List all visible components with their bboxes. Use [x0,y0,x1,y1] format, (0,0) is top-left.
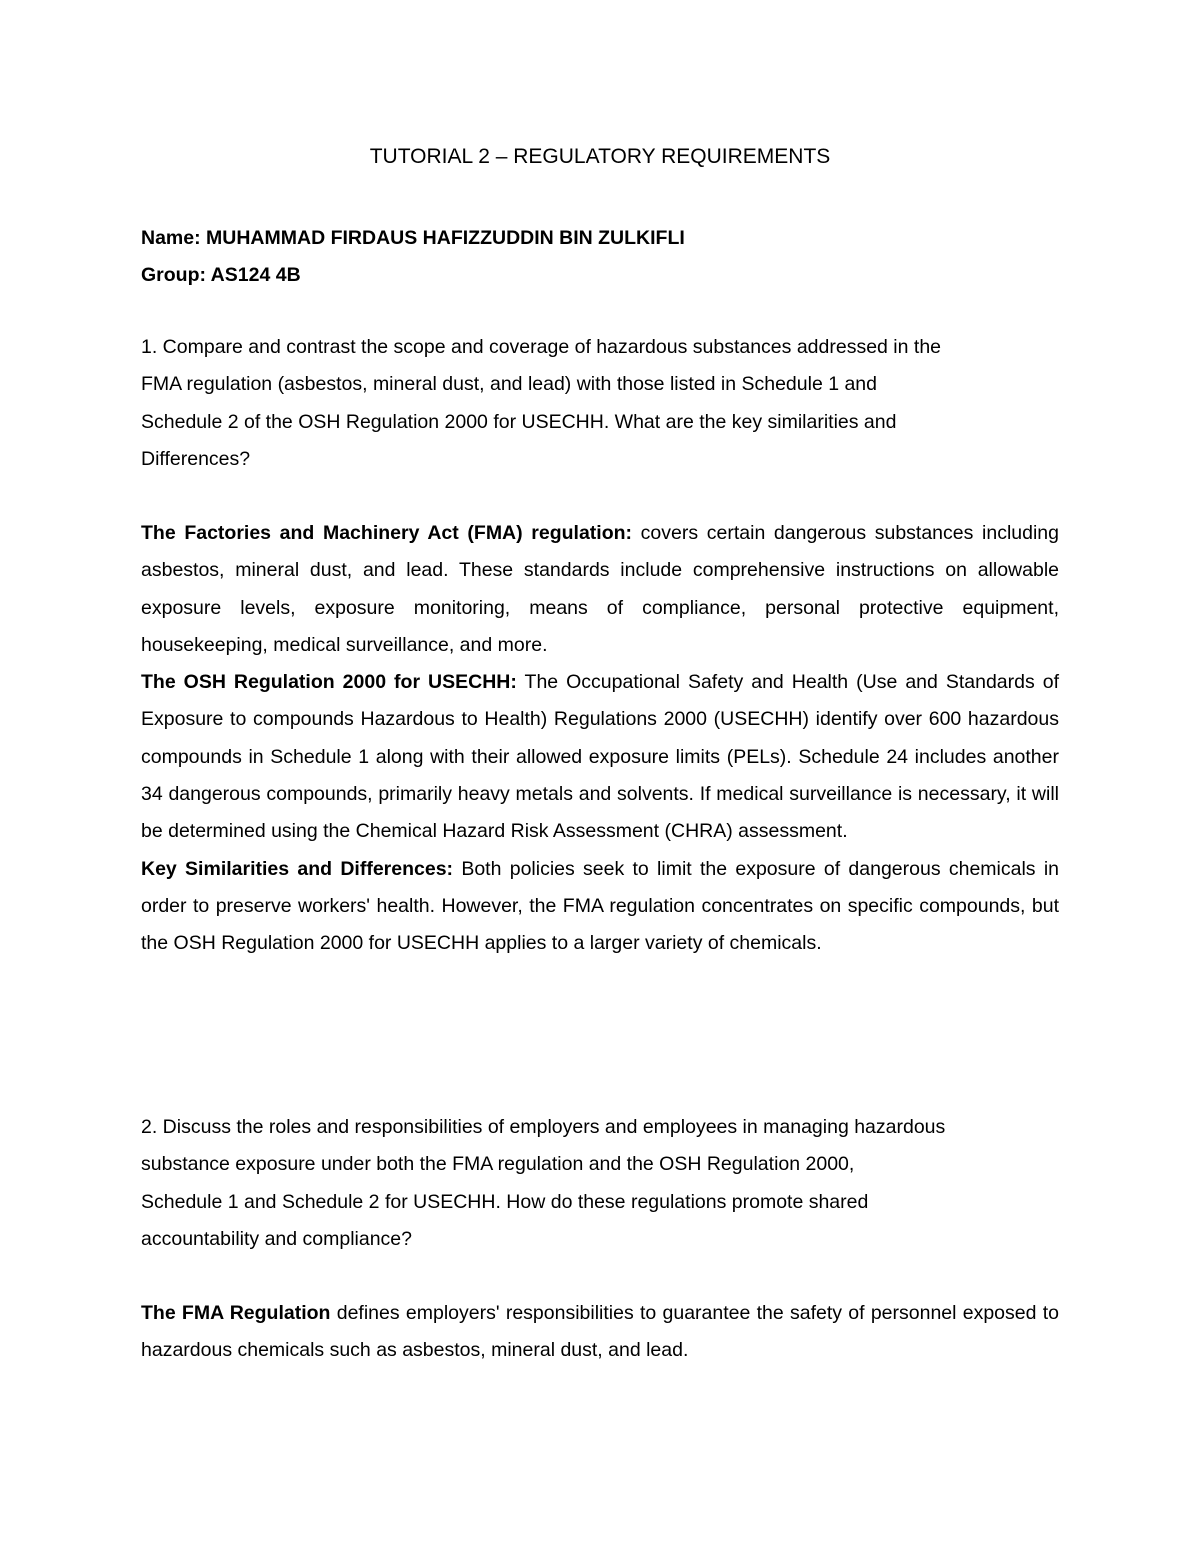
question-2-line-3: Schedule 1 and Schedule 2 for USECHH. How do these regulations promote shared [141,1190,869,1213]
question-1-line-1: 1. Compare and contrast the scope and coverage of hazardous substances addressed in the [141,336,942,358]
answer-1-fma-paragraph [141,515,1059,664]
question-2-line-1: 2. Discuss the roles and responsibilities of employers and employees in managing hazardous [141,1116,946,1138]
answer-2 [141,1295,1059,1370]
answer-2-fma-paragraph [141,1295,1059,1370]
question-2 [141,1109,1059,1258]
answer-2-fma-heading: The FMA Regulation [141,1302,331,1324]
answer-1-fma-text: covers certain dangerous substances including asbestos, mineral dust, and lead. These standards include comprehensive instructions on allowable exposure levels, exposure monitoring, means of compliance, personal protective equipment, housekeeping, medical surveillance, and more. [141,522,1059,656]
answer-1-key-paragraph [141,851,1059,963]
answer-1-key-heading: Key Similarities and Differences: [141,857,454,880]
answer-1-fma-heading: The Factories and Machinery Act (FMA) regulation: [141,522,633,544]
document-title: TUTORIAL 2 – REGULATORY REQUIREMENTS [369,145,831,168]
answer-1 [141,515,1059,963]
answer-1-osh-heading: The OSH Regulation 2000 for USECHH: [141,671,517,694]
question-1-line-3: Schedule 2 of the OSH Regulation 2000 for USECHH. What are the key similarities and [141,410,897,433]
question-1-line-2: FMA regulation (asbestos, mineral dust, and lead) with those listed in Schedule 1 and [141,373,878,396]
answer-1-osh-text: The Occupational Safety and Health (Use and Standards of Exposure to compounds Hazardous to Health) Regulations 2000 (USECHH) identify over 600 hazardous compounds in Schedule 1 along with their allowed exposure limits (PELs). Schedule 24 includes another 34 dangerous compounds, primarily heavy metals and solvents. If medical surveillance is necessary, it will be determined using the Chemical Hazard Risk Assessment (CHRA) assessment. [141,671,1060,843]
question-2-line-4: accountability and compliance? [141,1227,413,1250]
answer-1-osh-paragraph [141,664,1059,850]
question-1-line-4: Differences? [141,447,251,470]
answer-2-fma-text: defines employers' responsibilities to guarantee the safety of personnel exposed to hazardous chemicals such as asbestos, mineral dust, and lead. [141,1302,1059,1362]
question-1 [141,329,1059,478]
question-2-line-2: substance exposure under both the FMA regulation and the OSH Regulation 2000, [141,1153,855,1176]
student-name: Name: MUHAMMAD FIRDAUS HAFIZZUDDIN BIN ZULKIFLI [141,227,685,249]
student-group: Group: AS124 4B [141,264,301,286]
answer-1-key-text: Both policies seek to limit the exposure of dangerous chemicals in order to preserve workers' health. However, the FMA regulation concentrates on specific compounds, but the OSH Regulation 2000 for USECHH applies to a larger variety of chemicals. [141,857,1059,955]
